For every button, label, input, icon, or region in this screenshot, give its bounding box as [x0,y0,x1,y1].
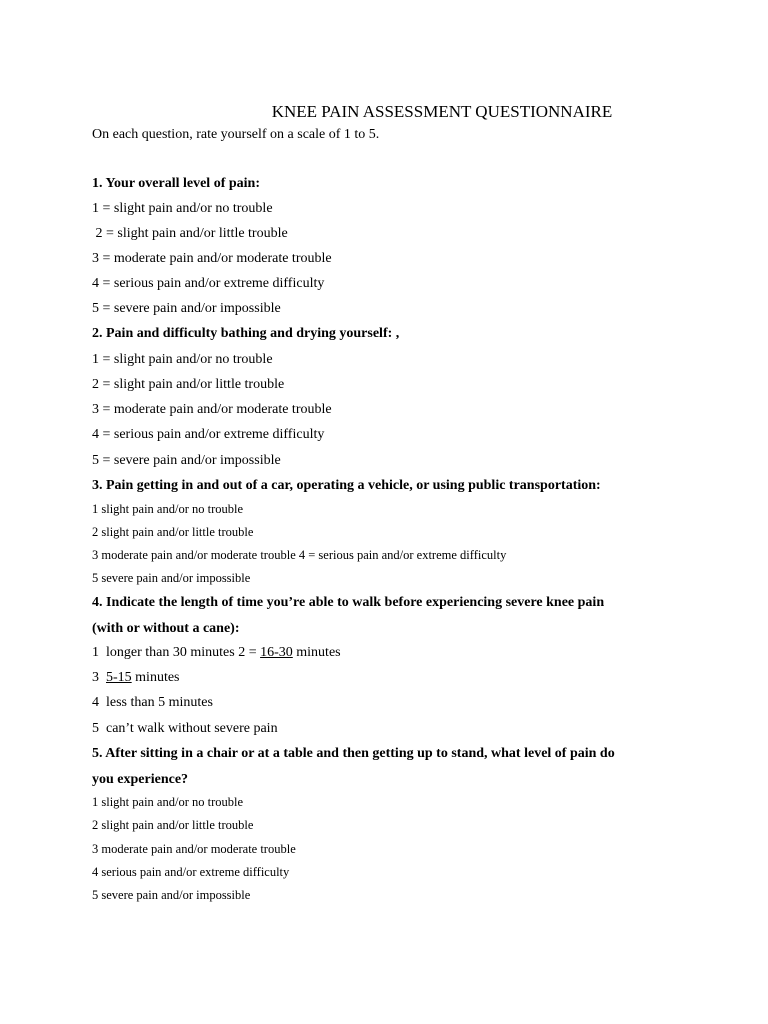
q2-option-2: 2 = slight pain and/or little trouble [92,377,285,392]
q5-option-3: 3 moderate pain and/or moderate trouble [92,842,296,856]
q1-option-3: 3 = moderate pain and/or moderate trouble [92,251,332,266]
q4-option-3-num: 3 [92,670,106,685]
q1-option-2: 2 = slight pain and/or little trouble [92,226,288,241]
q4-option-5: 5 can’t walk without severe pain [92,721,278,736]
question-2-heading: 2. Pain and difficulty bathing and drying yourself: , [92,326,400,341]
q4-option-2-range: 16-30 [260,645,293,660]
q1-option-4: 4 = serious pain and/or extreme difficulty [92,276,325,291]
q3-option-3: 3 moderate pain and/or moderate trouble 4 = serious pain and/or extreme difficulty [92,548,507,562]
q3-option-2: 2 slight pain and/or little trouble [92,525,254,539]
q1-option-1: 1 = slight pain and/or no trouble [92,201,273,216]
q4-option-1 [92,645,341,661]
q4-option-3 [92,670,180,686]
question-3-heading: 3. Pain getting in and out of a car, operating a vehicle, or using public transportation: [92,478,601,493]
question-4-heading: 4. Indicate the length of time you’re able to walk before experiencing severe knee pain [92,595,605,610]
q5-option-1: 1 slight pain and/or no trouble [92,795,244,809]
q2-option-5: 5 = severe pain and/or impossible [92,453,281,468]
q4-option-3-range: 5-15 [106,670,132,685]
q3-option-1: 1 slight pain and/or no trouble [92,502,244,516]
page-title: KNEE PAIN ASSESSMENT QUESTIONNAIRE [271,102,613,121]
instruction-text: On each question, rate yourself on a scale of 1 to 5. [92,127,380,142]
question-1-heading: 1. Your overall level of pain: [92,176,260,191]
q1-option-5: 5 = severe pain and/or impossible [92,301,281,316]
question-5-heading-cont: you experience? [92,772,189,787]
q5-option-5: 5 severe pain and/or impossible [92,888,251,902]
q4-option-3-unit: minutes [131,670,180,685]
question-5-heading: 5. After sitting in a chair or at a table and then getting up to stand, what level of pain do [92,746,615,761]
q4-option-1-text: 1 longer than 30 minutes 2 = [92,645,261,660]
q2-option-1: 1 = slight pain and/or no trouble [92,352,273,367]
q2-option-4: 4 = serious pain and/or extreme difficulty [92,427,325,442]
q4-option-4: 4 less than 5 minutes [92,695,213,710]
q5-option-4: 4 serious pain and/or extreme difficulty [92,865,290,879]
question-4-heading-cont: (with or without a cane): [92,621,240,636]
q4-option-2-unit: minutes [292,645,341,660]
q2-option-3: 3 = moderate pain and/or moderate trouble [92,402,332,417]
q5-option-2: 2 slight pain and/or little trouble [92,818,254,832]
q3-option-5: 5 severe pain and/or impossible [92,571,251,585]
